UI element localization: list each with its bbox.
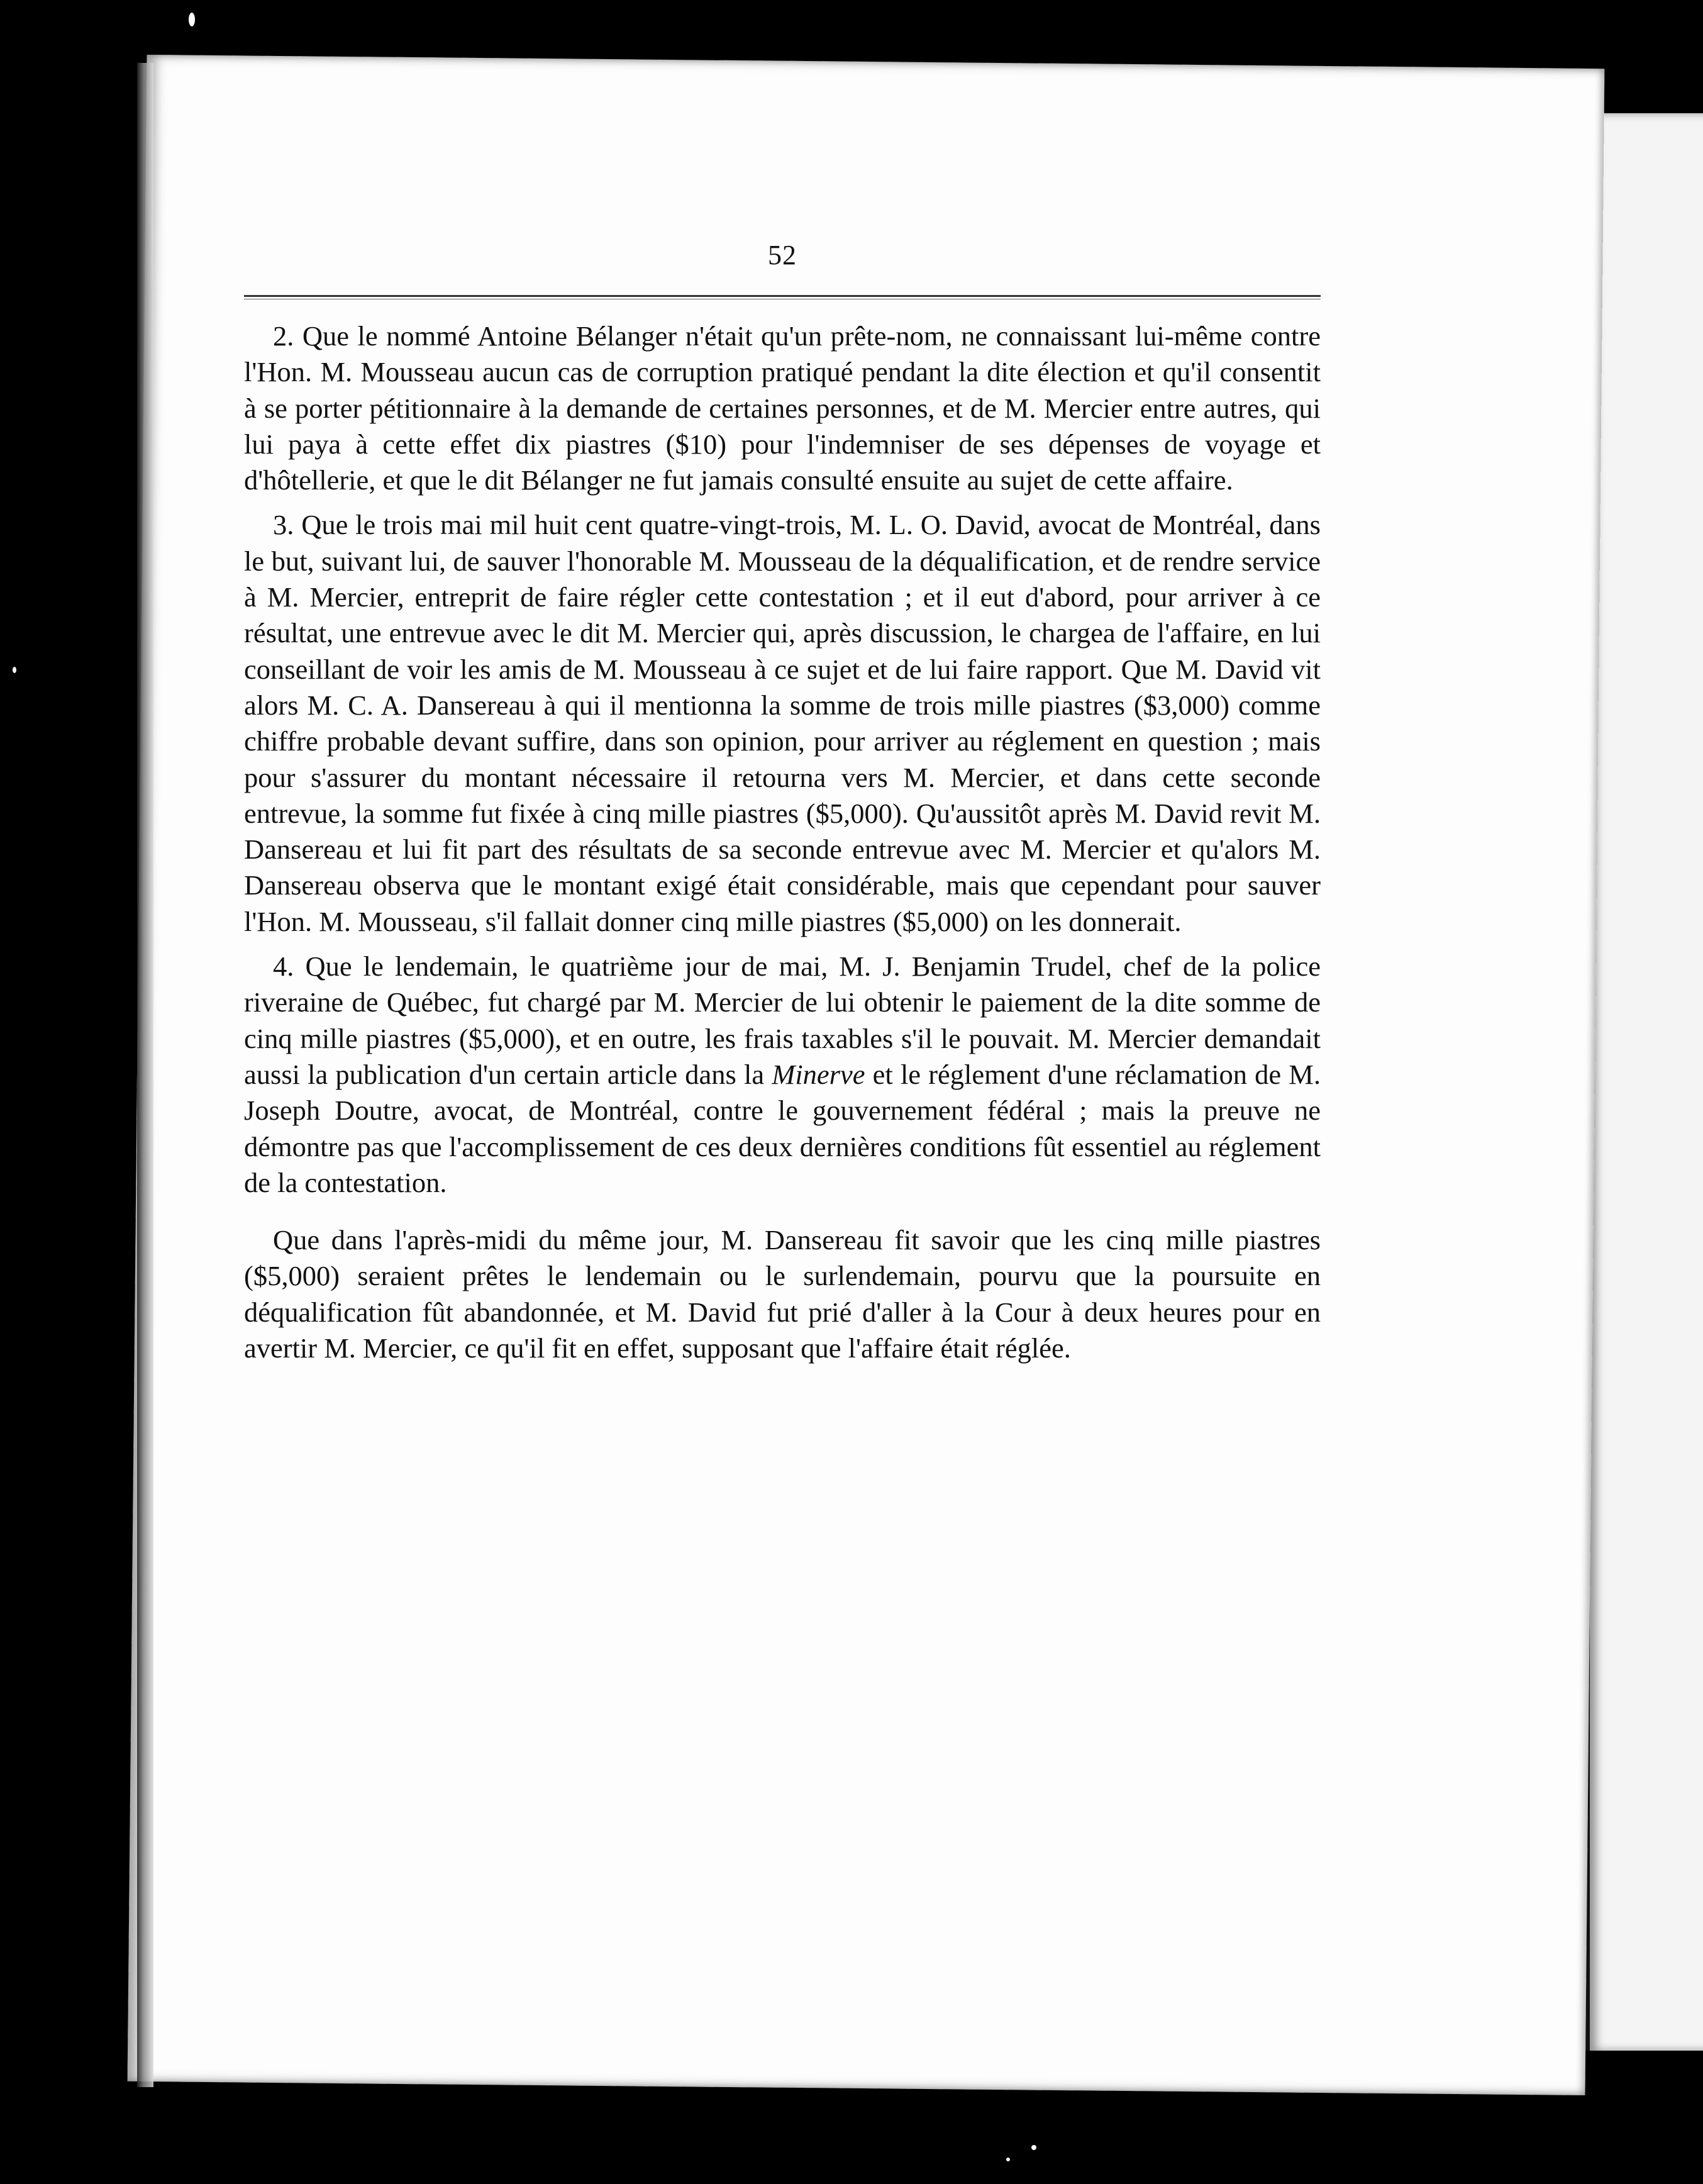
newspaper-title: Minerve	[772, 1058, 865, 1090]
paragraph-4-text-after: et le réglement d'une réclamation de M. Joseph Doutre, avocat, de Montréal, contre le gouvernement fédéral ; mais la preuve ne démontre pas que l'accomplissement de ces deux dernières conditions fût essentiel au réglement de la contestation.	[244, 1058, 1321, 1198]
scan-speck	[13, 667, 16, 673]
scan-speck	[1006, 2158, 1010, 2161]
page-binding-edge	[137, 63, 153, 2087]
paragraph-4-text-before: 4. Que le lendemain, le quatrième jour de mai, M. J. Benjamin Trudel, chef de la police riveraine de Québec, fut chargé par M. Mercier de lui obtenir le paiement de la dite somme de cinq mille piastres ($5,000), et en outre, les frais taxables s'il le pouvait. M. Mercier demandait aussi la publication d'un certain article dans la	[244, 950, 1321, 1090]
header-rule	[244, 295, 1321, 299]
paragraph-continuation: Que dans l'après-midi du même jour, M. Dansereau fit savoir que les cinq mille piastres ($5,000) seraient prêtes le lendemain ou le surlendemain, pourvu que la poursuite en déqualification fût abandonnée, et M. David fut prié d'aller à la Cour à deux heures pour en avertir M. Mercier, ce qu'il fit en effet, supposant que l'affaire était réglée.	[244, 1224, 1321, 1364]
scan-speck	[189, 13, 195, 26]
scan-speck	[1031, 2145, 1036, 2150]
page-number: 52	[768, 240, 797, 270]
page-content	[244, 239, 1321, 1375]
adjacent-page	[1585, 113, 1703, 2051]
paragraph-3: 3. Que le trois mai mil huit cent quatre-vingt-trois, M. L. O. David, avocat de Montréal, dans le but, suivant lui, de sauver l'honorable M. Mousseau de la déqualification, et de rendre service à M. Mercier, entreprit de faire régler cette contestation ; et il eut d'abord, pour arriver à ce résultat, une entrevue avec le dit M. Mercier qui, après discussion, le chargea de l'affaire, en lui conseillant de voir les amis de M. Mousseau à ce sujet et de lui faire rapport. Que M. David vit alors M. C. A. Dansereau à qui il mentionna la somme de trois mille piastres ($3,000) comme chiffre probable devant suffire, dans son opinion, pour arriver au réglement en question ; mais pour s'assurer du montant nécessaire il retourna vers M. Mercier, et dans cette seconde entrevue, la somme fut fixée à cinq mille piastres ($5,000). Qu'aussitôt après M. David revit M. Dansereau et lui fit part des résultats de sa seconde entrevue avec M. Mercier et qu'alors M. Dansereau observa que le montant exigé était considérable, mais que cependant pour sauver l'Hon. M. Mousseau, s'il fallait donner cinq mille piastres ($5,000) on les donnerait.	[244, 509, 1321, 937]
paragraph-4	[244, 949, 1321, 1201]
paragraph-2: 2. Que le nommé Antoine Bélanger n'était qu'un prête-nom, ne connaissant lui-même contre l'Hon. M. Mousseau aucun cas de corruption pratiqué pendant la dite élection et qu'il consentit à se porter pétitionnaire à la demande de certaines personnes, et de M. Mercier entre autres, qui lui paya à cette effet dix piastres ($10) pour l'indemniser de ses dépenses de voyage et d'hôtellerie, et que le dit Bélanger ne fut jamais consulté ensuite au sujet de cette affaire.	[244, 320, 1321, 496]
